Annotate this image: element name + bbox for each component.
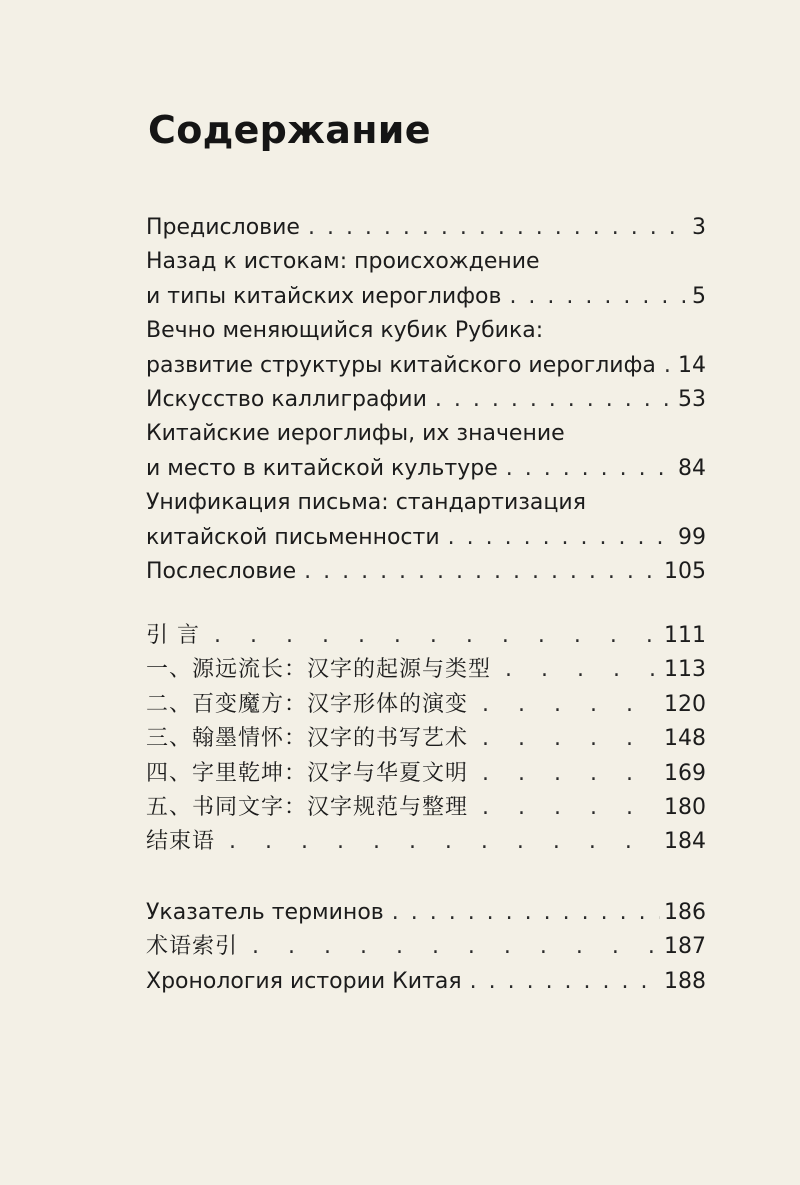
toc-page-number: 3 [692,215,706,240]
toc-entry-title: 术语索引 [146,934,239,960]
toc-chinese [146,619,706,860]
dot-leader [482,791,660,825]
dot-leader [435,383,674,417]
dot-leader [506,452,674,486]
toc-entry [146,757,706,791]
toc-entry [146,555,706,589]
toc-entry-title: Унификация письма: стандартизация [146,490,586,516]
dot-leader [482,722,660,756]
toc-entry [146,825,706,859]
dot-leader [482,688,660,722]
toc-page-number: 188 [664,968,706,994]
toc-entry [146,722,706,756]
toc-entry-title: китайской письменности [146,524,440,550]
dot-leader [664,349,674,383]
toc-page-number: 186 [664,900,706,925]
toc-index [146,896,706,999]
toc-entry-title: Указатель терминов [146,900,384,925]
page-title: Содержание [148,108,431,152]
dot-leader [509,280,688,314]
toc-page-number: 148 [664,726,706,752]
toc-entry-title: развитие структуры китайского иероглифа [146,352,656,378]
toc-entry-title: и место в китайской культуре [146,455,498,481]
toc-entry-title: 四、字里乾坤：汉字与华夏文明 [146,760,469,786]
dot-leader [470,965,660,999]
toc-entry [146,211,706,245]
toc-entry-title: Назад к истокам: происхождение [146,249,540,275]
toc-page-number: 184 [664,829,706,855]
toc-entry [146,619,706,653]
toc-entry-title: и типы китайских иероглифов [146,283,502,309]
toc-entry [146,383,706,417]
toc-entry-title: 一、源远流长：汉字的起源与类型 [146,657,492,683]
toc-entry-title: 二、百变魔方：汉字形体的演变 [146,691,469,717]
dot-leader [392,896,660,930]
toc-entry [146,965,706,999]
toc-entry-title: Предисловие [146,215,300,240]
toc-entry [146,791,706,825]
toc-page-number: 99 [678,524,706,550]
toc-page-number: 113 [664,657,706,683]
toc-page-number: 14 [678,352,706,378]
toc-entry-title: Китайские иероглифы, их значение [146,421,565,447]
toc-page-number: 84 [678,455,706,481]
toc-page-number: 53 [678,386,706,412]
dot-leader [252,930,660,964]
dot-leader [308,211,688,245]
toc-entry-title: 引 言 [146,623,200,648]
toc-entry [146,896,706,930]
toc-entry [146,314,706,383]
toc-page-number: 180 [664,794,706,820]
toc-entry [146,653,706,687]
dot-leader [505,653,660,687]
dot-leader [482,757,660,791]
toc-page-number: 5 [692,283,706,309]
toc-page-number: 111 [664,623,706,648]
toc-entry-title: Хронология истории Китая [146,968,462,994]
toc-entry [146,417,706,486]
toc-entry-title: Послесловие [146,558,297,584]
dot-leader [214,619,660,653]
toc-entry [146,930,706,964]
toc-page-number: 105 [664,558,706,584]
toc-page-number: 169 [664,760,706,786]
dot-leader [304,555,660,589]
toc-entry [146,245,706,314]
toc-entry-title: Вечно меняющийся кубик Рубика: [146,318,544,344]
toc-entry-title: 三、翰墨情怀：汉字的书写艺术 [146,726,469,752]
dot-leader [448,521,674,555]
toc-entry-title: 五、书同文字：汉字规范与整理 [146,794,469,820]
toc-entry [146,688,706,722]
toc-entry [146,486,706,555]
toc-russian [146,211,706,589]
toc-page-number: 187 [664,934,706,960]
toc-entry-title: Искусство каллиграфии [146,386,427,412]
toc-page-number: 120 [664,691,706,717]
toc-entry-title: 结束语 [146,829,216,855]
dot-leader [229,825,660,859]
